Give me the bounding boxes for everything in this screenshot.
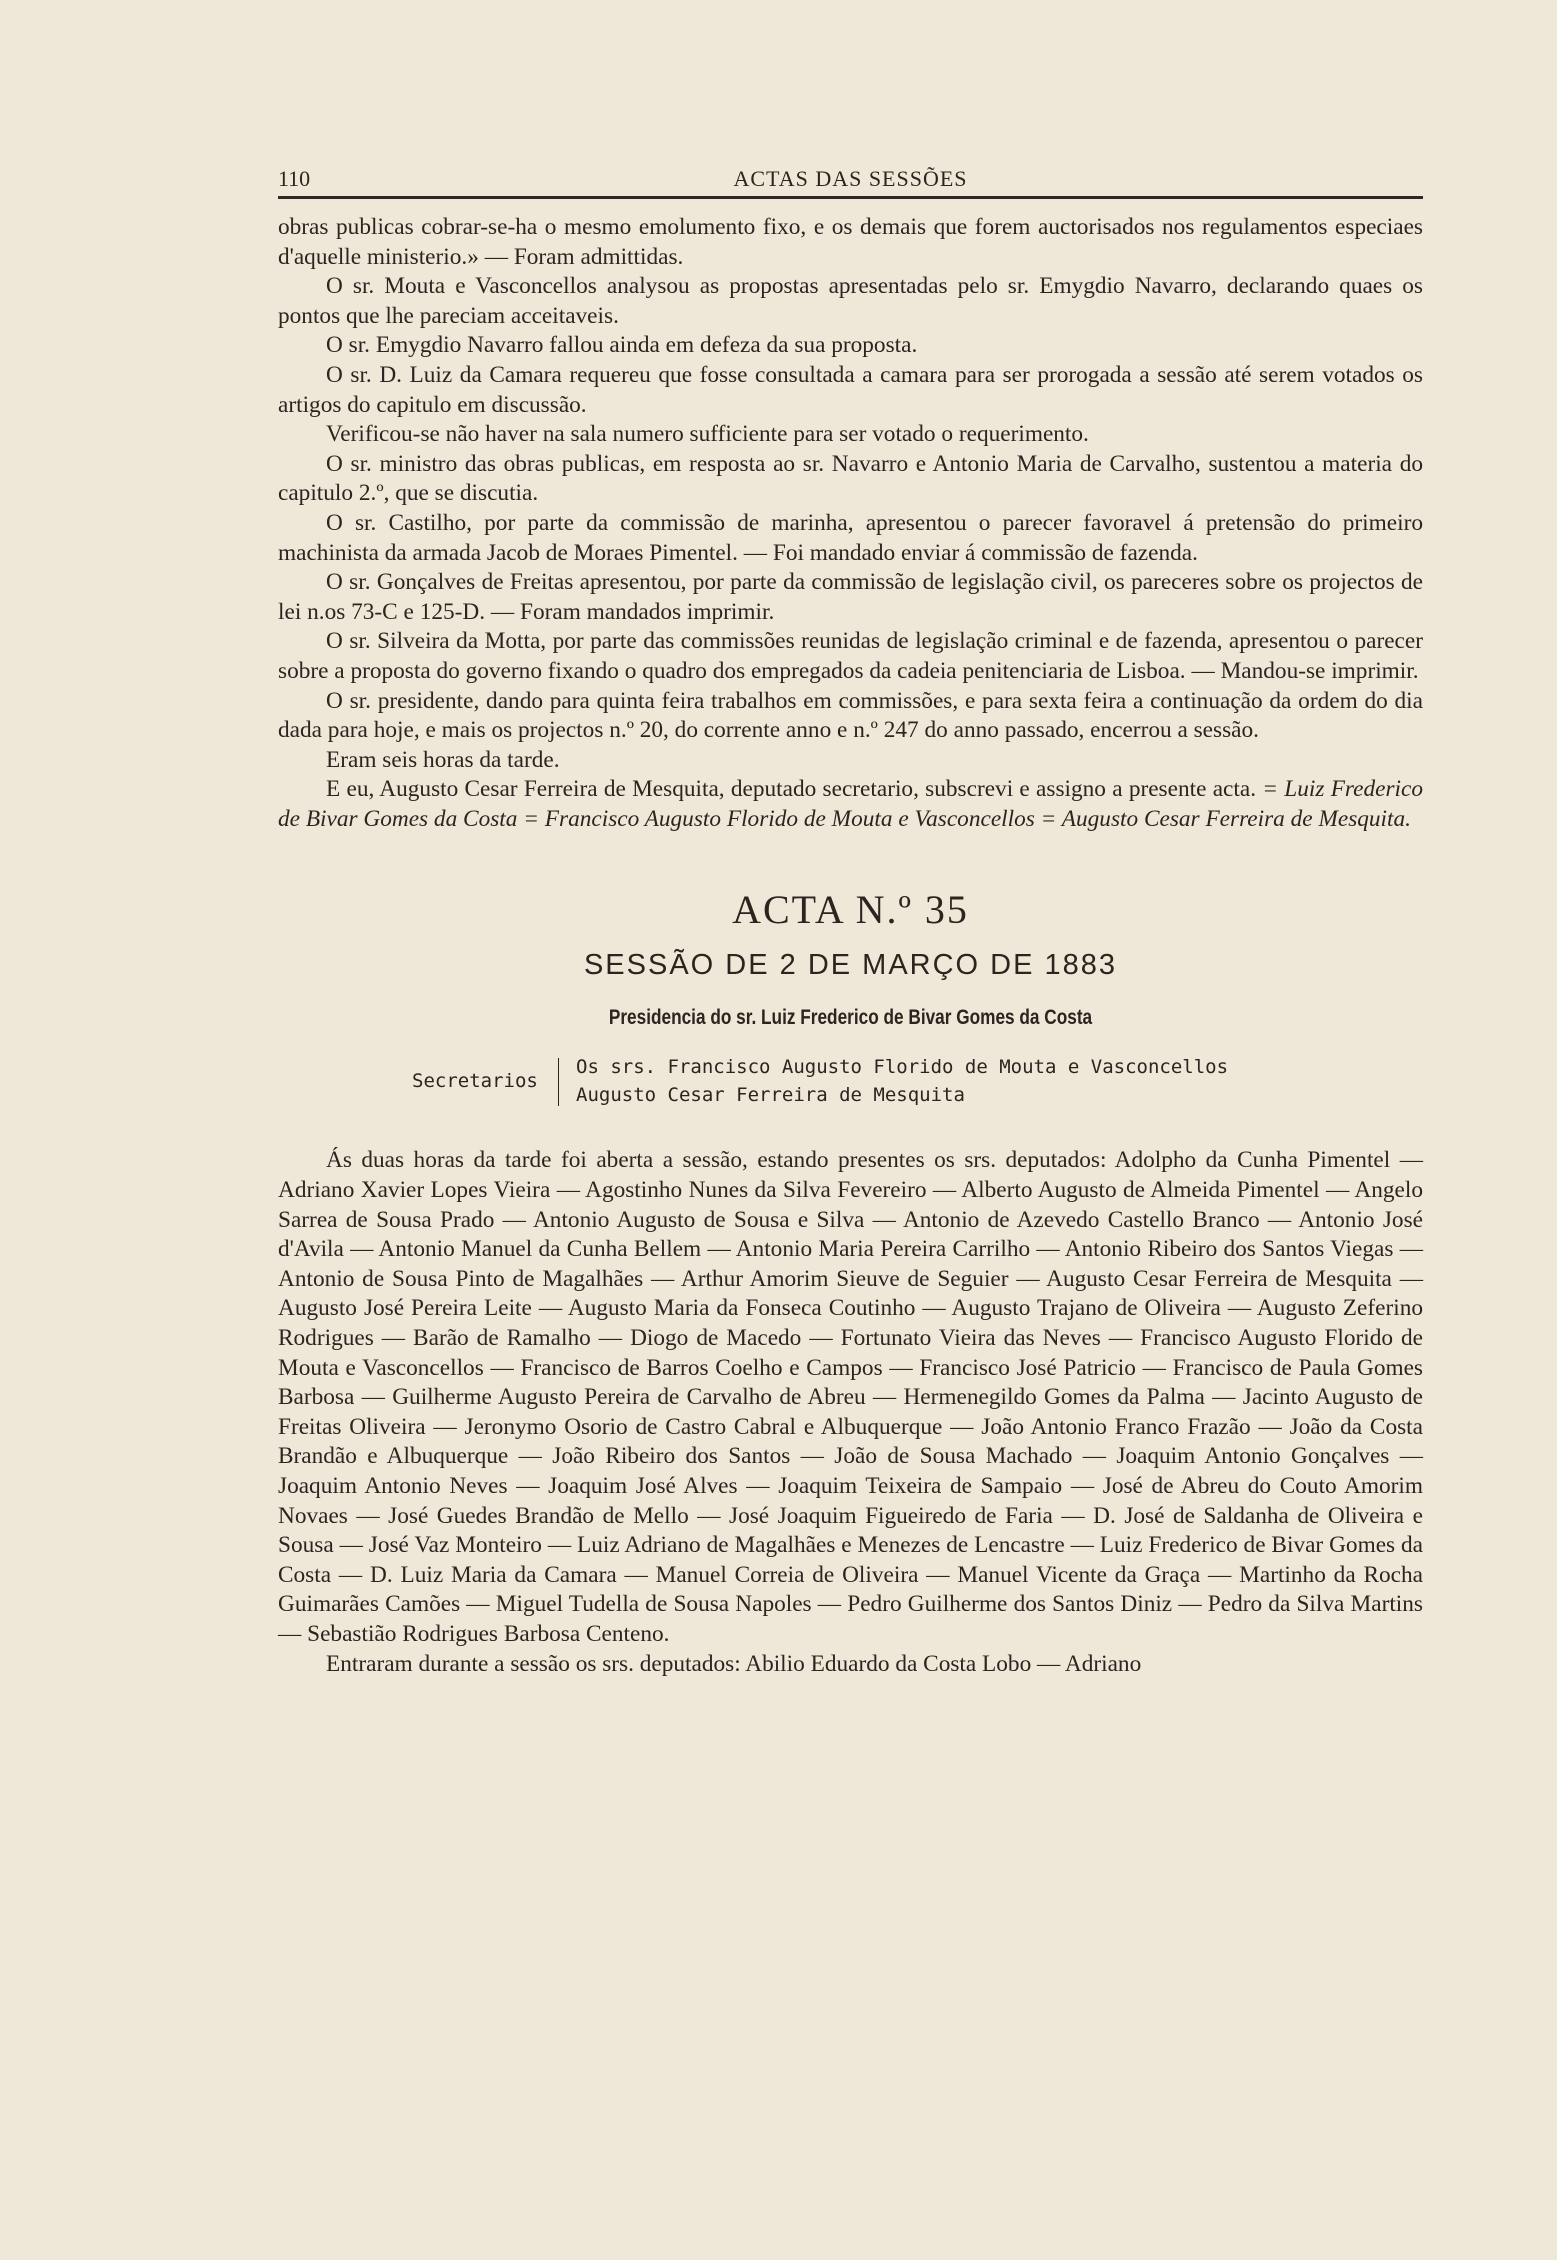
paragraph: Verificou-se não haver na sala numero sufficiente para ser votado o requerimento. xyxy=(326,421,1089,448)
closing-text: E eu, Augusto Cesar Ferreira de Mesquita, deputado secretario, subscrevi e assigno a presente acta. xyxy=(326,776,1263,803)
secretary-line: Augusto Cesar Ferreira de Mesquita xyxy=(576,1084,965,1107)
paragraph: O sr. Mouta e Vasconcellos analysou as propostas apresentadas pelo sr. Emygdio Navarro, declarando quaes os pontos que lhe pareciam acceitaveis. xyxy=(278,273,1423,329)
session-title: SESSÃO DE 2 DE MARÇO DE 1883 xyxy=(583,949,1118,982)
acta-title: ACTA N.º 35 xyxy=(732,887,969,933)
secretaries-label: Secretarios xyxy=(412,1070,538,1093)
paragraph: O sr. ministro das obras publicas, em resposta ao sr. Navarro e Antonio Maria de Carvalho, sustentou a materia do capitulo 2.º, que se discutia. xyxy=(278,450,1423,507)
paragraph: O sr. D. Luiz da Camara requereu que fosse consultada a camara para ser prorogada a sessão até serem votados os artigos do capitulo em discussão. xyxy=(278,361,1423,418)
session-minutes xyxy=(278,1146,1423,1679)
paragraph: O sr. Gonçalves de Freitas apresentou, por parte da commissão de legislação civil, os pareceres sobre os projectos de lei n.os 73-C e 125-D. — Foram mandados imprimir. xyxy=(278,569,1423,625)
page-header xyxy=(278,160,1423,199)
paragraph: O sr. Castilho, por parte da commissão de marinha, apresentou o parecer favoravel á pretensão do primeiro machinista da armada Jacob de Moraes Pimentel. — Foi mandado enviar á commissão de fazenda. xyxy=(278,509,1423,566)
secretaries-block xyxy=(278,1052,1423,1122)
minutes-continuation xyxy=(278,213,1423,834)
running-title: ACTAS DAS SESSÕES xyxy=(733,166,968,191)
closing-paragraph xyxy=(278,775,1423,834)
paragraph: Entraram durante a sessão os srs. deputados: Abilio Eduardo da Costa Lobo — Adriano xyxy=(326,1650,1142,1677)
page-number: 110 xyxy=(278,166,311,191)
paragraph: Eram seis horas da tarde. xyxy=(326,746,560,773)
secretary-line: Os srs. Francisco Augusto Florido de Mouta e Vasconcellos xyxy=(576,1056,1229,1079)
document-page xyxy=(278,160,1423,1679)
paragraph: O sr. presidente, dando para quinta feira trabalhos em commissões, e para sexta feira a continuação da ordem do dia dada para hoje, e mais os projectos n.º 20, do corrente anno e n.º 247 do anno passado, encerrou a sessão. xyxy=(278,687,1423,744)
brace xyxy=(558,1058,565,1106)
paragraph: O sr. Silveira da Motta, por parte das commissões reunidas de legislação criminal e de fazenda, apresentou o parecer sobre a proposta do governo fixando o quadro dos empregados da cadeia penitenciaria de Lisboa. — Mandou-se imprimir. xyxy=(278,628,1423,684)
paragraph: obras publicas cobrar-se-ha o mesmo emolumento fixo, e os demais que forem auctorisados nos regulamentos especiaes d'aquelle ministerio.» — Foram admittidas. xyxy=(278,214,1423,270)
paragraph: O sr. Emygdio Navarro fallou ainda em defeza da sua proposta. xyxy=(326,332,918,359)
signatures: = Luiz Frederico de Bivar Gomes da Costa = Francisco Augusto Florido de Mouta e Vasconcellos = Augusto Cesar Ferreira de Mesquita. xyxy=(278,776,1423,832)
attendance-paragraph: Ás duas horas da tarde foi aberta a sessão, estando presentes os srs. deputados: Adolpho da Cunha Pimentel — Adriano Xavier Lopes Vieira — Agostinho Nunes da Silva Fevereiro — Alberto Augusto de Almeida Pimentel — Angelo Sarrea de Sousa Prado — Antonio Augusto de Sousa e Silva — Antonio de Azevedo Castello Branco — Antonio José d'Avila — Antonio Manuel da Cunha Bellem — Antonio Maria Pereira Carrilho — Antonio Ribeiro dos Santos Viegas — Antonio de Sousa Pinto de Magalhães — Arthur Amorim Sieuve de Seguier — Augusto Cesar Ferreira de Mesquita — Augusto José Pereira Leite — Augusto Maria da Fonseca Coutinho — Augusto Trajano de Oliveira — Augusto Zeferino Rodrigues — Barão de Ramalho — Diogo de Macedo — Fortunato Vieira das Neves — Francisco Augusto Florido de Mouta e Vasconcellos — Francisco de Barros Coelho e Campos — Francisco José Patricio — Francisco de Paula Gomes Barbosa — Guilherme Augusto Pereira de Carvalho de Abreu — Hermenegildo Gomes da Palma — Jacinto Augusto de Freitas Oliveira — Jeronymo Osorio de Castro Cabral e Albuquerque — João Antonio Franco Frazão — João da Costa Brandão e Albuquerque — João Ribeiro dos Santos — João de Sousa Machado — Joaquim Antonio Gonçalves — Joaquim Antonio Neves — Joaquim José Alves — Joaquim Teixeira de Sampaio — José de Abreu do Couto Amorim Novaes — José Guedes Brandão de Mello — José Joaquim Figueiredo de Faria — D. José de Saldanha de Oliveira e Sousa — José Vaz Monteiro — Luiz Adriano de Magalhães e Menezes de Lencastre — Luiz Frederico de Bivar Gomes da Costa — D. Luiz Maria da Camara — Manuel Correia de Oliveira — Manuel Vicente da Graça — Martinho da Rocha Guimarães Camões — Miguel Tudella de Sousa Napoles — Pedro Guilherme dos Santos Diniz — Pedro da Silva Martins — Sebastião Rodrigues Barbosa Centeno. xyxy=(278,1147,1423,1647)
presidency-line: Presidencia do sr. Luiz Frederico de Bivar Gomes da Costa xyxy=(608,1006,1093,1030)
